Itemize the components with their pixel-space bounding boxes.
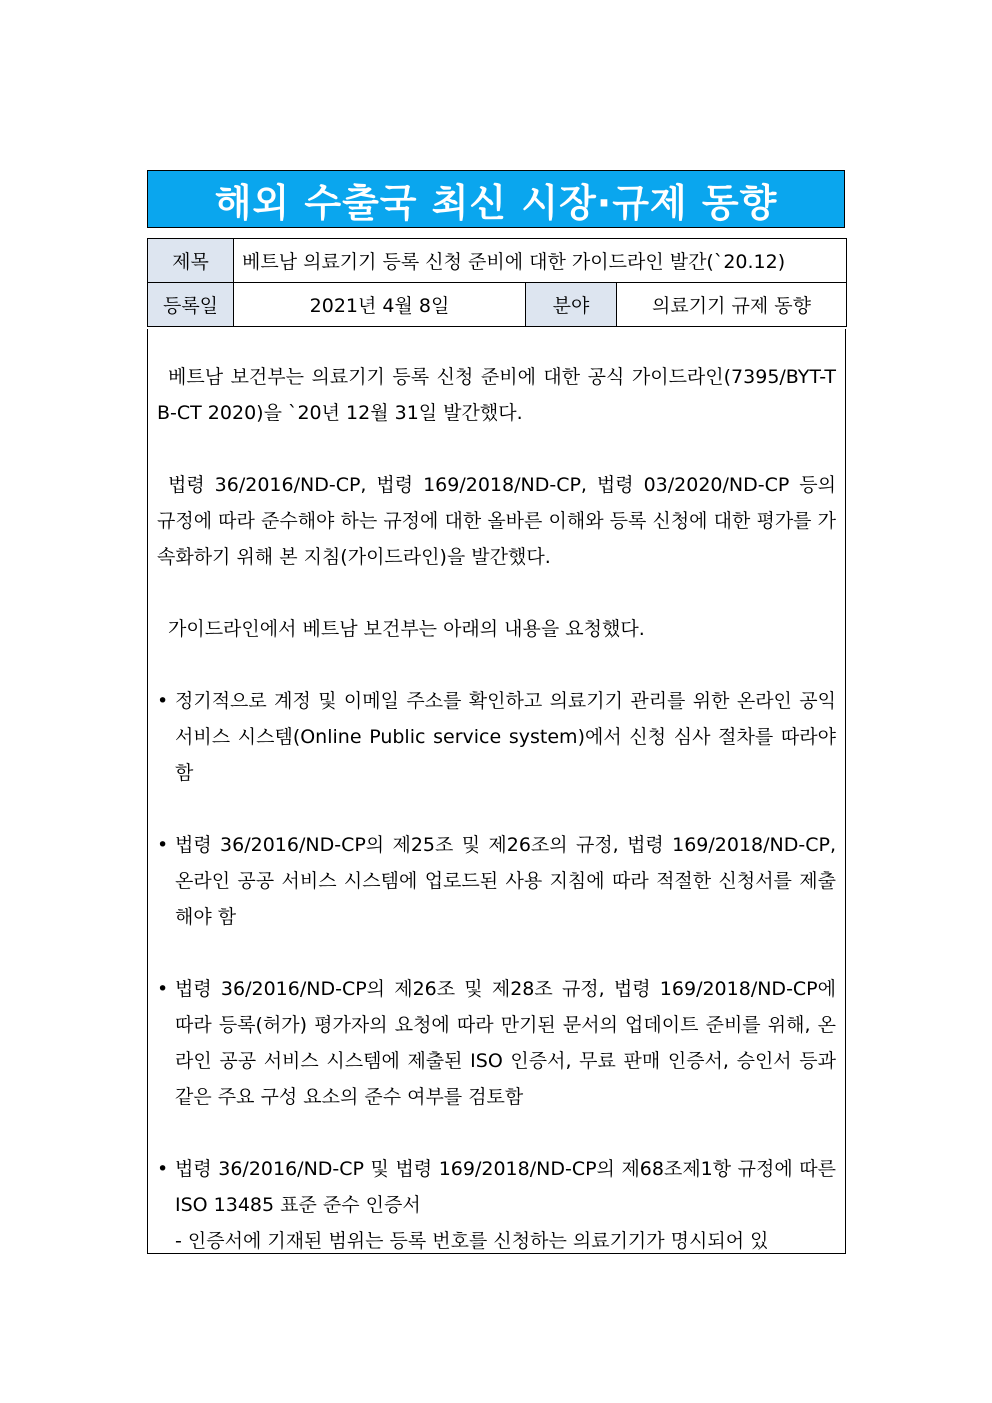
bullet-text: 법령 36/2016/ND-CP 및 법령 169/2018/ND-CP의 제68조제1항 규정에 따른 ISO 13485 표준 준수 인증서: [175, 1158, 836, 1216]
bullet-item: [157, 971, 836, 1115]
bullet-text: 법령 36/2016/ND-CP의 제25조 및 제26조의 규정, 법령 169/2018/ND-CP, 온라인 공공 서비스 시스템에 업로드된 사용 지침에 따라 적절한 신청서를 제출해야 함: [175, 834, 836, 928]
bullet-text: 정기적으로 계정 및 이메일 주소를 확인하고 의료기기 관리를 위한 온라인 공익 서비스 시스템(Online Public service system)에서 신청 심사 절차를 따라야 함: [175, 690, 836, 784]
bullet-icon: •: [157, 834, 169, 856]
paragraph: 베트남 보건부는 의료기기 등록 신청 준비에 대한 공식 가이드라인(7395/BYT-TB-CT 2020)을 `20년 12월 31일 발간했다.: [157, 366, 836, 424]
sub-item: - 인증서에 기재된 범위는 등록 번호를 신청하는 의료기기가 명시되어 있: [175, 1230, 769, 1252]
bullet-item: [157, 1151, 836, 1223]
field-value: 의료기기 규제 동향: [617, 283, 847, 327]
bullet-item: [157, 827, 836, 935]
bullet-icon: •: [157, 1158, 169, 1180]
subject-label: 제목: [148, 239, 234, 283]
subject-value: 베트남 의료기기 등록 신청 준비에 대한 가이드라인 발간(`20.12): [234, 239, 847, 283]
field-label: 분야: [526, 283, 617, 327]
banner-title: 해외 수출국 최신 시장·규제 동향: [214, 180, 778, 225]
paragraph: 가이드라인에서 베트남 보건부는 아래의 내용을 요청했다.: [168, 618, 645, 640]
date-field-row: [148, 283, 847, 327]
bullet-item: [157, 683, 836, 791]
subject-row: [148, 239, 847, 283]
article-body: [147, 329, 846, 1254]
date-label: 등록일: [148, 283, 234, 327]
bullet-text: 법령 36/2016/ND-CP의 제26조 및 제28조 규정, 법령 169/2018/ND-CP에 따라 등록(허가) 평가자의 요청에 따라 만기된 문서의 업데이트 준비를 위해, 온라인 공공 서비스 시스템에 제출된 ISO 인증서, 무료 판매 인증서, 승인서 등과 같은 주요 구성 요소의 준수 여부를 검토함: [175, 978, 836, 1108]
date-value: 2021년 4월 8일: [234, 283, 526, 327]
bullet-icon: •: [157, 978, 169, 1000]
paragraph: 법령 36/2016/ND-CP, 법령 169/2018/ND-CP, 법령 03/2020/ND-CP 등의 규정에 따라 준수해야 하는 규정에 대한 올바른 이해와 등록 신청에 대한 평가를 가속화하기 위해 본 지침(가이드라인)을 발간했다.: [157, 474, 836, 568]
bullet-icon: •: [157, 690, 169, 712]
info-table: [147, 238, 847, 327]
header-banner: [147, 170, 845, 228]
